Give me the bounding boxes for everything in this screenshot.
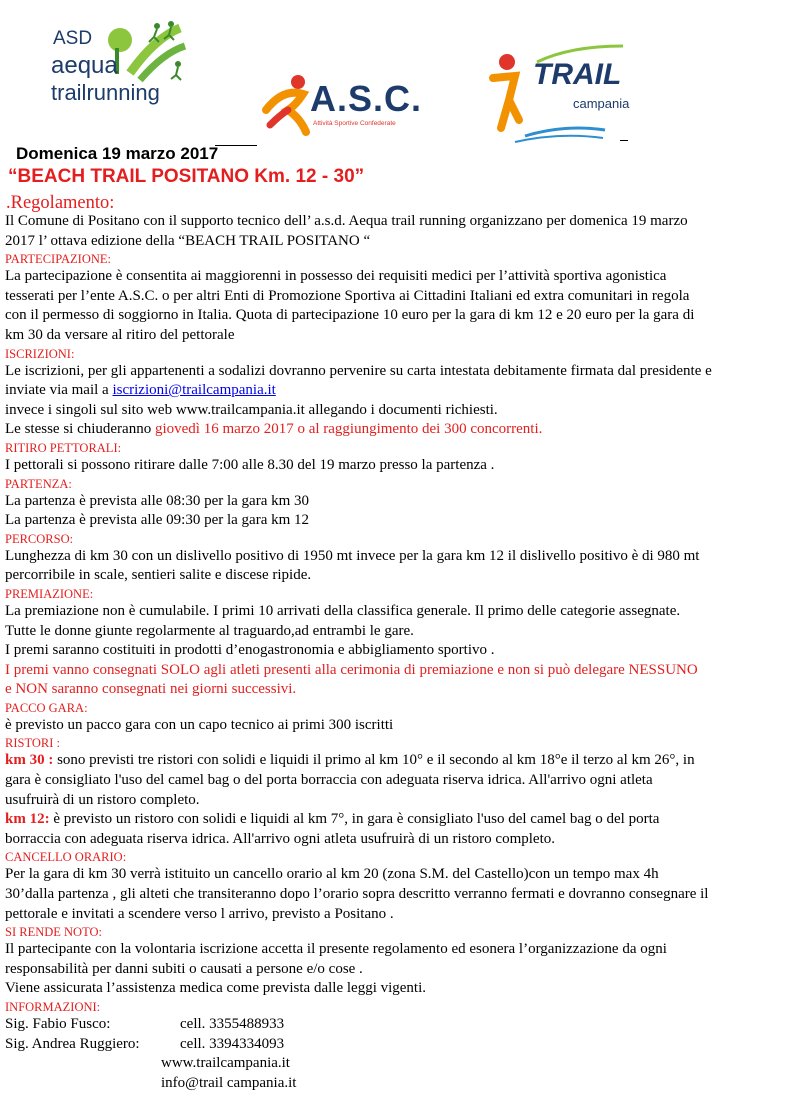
trail-logo-sub: campania: [573, 96, 630, 111]
section-heading-premiazione: PREMIAZIONE:: [5, 586, 94, 601]
contact-email-row: [5, 1074, 797, 1094]
runner-icon: [258, 70, 318, 140]
asc-logo: [258, 70, 423, 140]
partecipazione-line: La partecipazione è consentita ai maggiorenni in possesso dei requisiti medici per l’attività sportiva agonistica: [5, 268, 667, 285]
iscrizioni-mail-prefix: inviate via mail a: [5, 382, 113, 399]
contact-row: [5, 1035, 797, 1055]
ristori-km30-text: sono previsti tre ristori con solidi e liquidi il primo al km 10° e il secondo al km 18°e il terzo al km 26°, in: [53, 752, 695, 769]
contact-name: Sig. Andrea Ruggiero:: [5, 1035, 140, 1052]
asc-logo-subtitle: Attività Sportive Confederate: [313, 120, 396, 127]
premiazione-line: I premi saranno costituiti in prodotti d’enogastronomia e abbigliamento sportivo .: [5, 642, 495, 659]
asd-logo-line2: aequa: [51, 52, 118, 79]
contact-email[interactable]: info@trail campania.it: [161, 1074, 297, 1091]
ristori-km30-line: [5, 751, 797, 771]
iscrizioni-deadline-line: [5, 420, 797, 440]
partecipazione-line: tesserati per l’ente A.S.C. o per altri Enti di Promozione Sportiva ai Cittadini Italiani ed extra comunitari in regola: [5, 287, 690, 304]
section-heading-iscrizioni: ISCRIZIONI:: [5, 346, 75, 361]
section-heading-ristori: RISTORI :: [5, 736, 60, 751]
contact-website[interactable]: www.trailcampania.it: [161, 1055, 290, 1072]
deadline-date: giovedì 16 marzo 2017 o al raggiungimento dei 300 concorrenti.: [154, 421, 543, 438]
partenza-line: La partenza è prevista alle 08:30 per la gara km 30: [5, 492, 310, 509]
intro-line: 2017 l’ ottava edizione della “BEACH TRAIL POSITANO “: [5, 232, 371, 249]
section-heading-partecipazione: PARTECIPAZIONE:: [5, 252, 111, 267]
section-heading-si-rende-noto: SI RENDE NOTO:: [5, 925, 102, 940]
asd-aequa-trailrunning-logo: [45, 18, 195, 113]
ristori-km30-line: usufruirà di un ristoro completo.: [5, 791, 200, 808]
contact-phone: cell. 3355488933: [180, 1016, 285, 1032]
ristori-km12-line: borraccia con adeguata riserva idrica. All'arrivo ogni atleta usufruirà di un ristoro completo.: [5, 830, 555, 847]
noto-line: Viene assicurata l’assistenza medica come prevista dalle leggi vigenti.: [5, 980, 427, 997]
noto-line: Il partecipante con la volontaria iscrizione accetta il presente regolamento ed esonera l’organizzazione da ogni: [5, 941, 667, 958]
asd-logo-line1: ASD: [53, 28, 93, 49]
trail-logo-name: TRAIL: [533, 58, 622, 91]
partenza-line: La partenza è prevista alle 09:30 per la gara km 12: [5, 512, 310, 529]
section-heading-partenza: PARTENZA:: [5, 476, 72, 491]
event-date: Domenica 19 marzo 2017: [16, 144, 219, 163]
premiazione-line: Tutte le donne giunte regolarmente al traguardo,ad entrambi le gare.: [5, 622, 414, 639]
cancello-line: 30’dalla partenza , gli alteti che transiteranno dopo l’orario sopra descritto verranno fermati e dovranno consegnare il: [5, 886, 709, 903]
contact-name: Sig. Fabio Fusco:: [5, 1016, 111, 1032]
iscrizioni-mail-line: [5, 381, 797, 401]
event-title: “BEACH TRAIL POSITANO Km. 12 - 30”: [8, 166, 365, 187]
contact-phone: cell. 3394334093: [180, 1035, 285, 1052]
cancello-line: Per la gara di km 30 verrà istituito un cancello orario al km 20 (zona S.M. del Castello)con un tempo max 4h: [5, 866, 659, 883]
cancello-line: pettorale e invitati a scendere verso l arrivo, previsto a Positano .: [5, 905, 394, 922]
percorso-line: percorribile in scale, sentieri salite e discese ripide.: [5, 567, 312, 584]
trail-runner-icon: [485, 40, 635, 150]
premiazione-line: La premiazione non è cumulabile. I primi 10 arrivati della classifica generale. Il primo delle categorie assegnate.: [5, 602, 681, 619]
iscrizioni-line: Le iscrizioni, per gli appartenenti a sodalizi dovranno pervenire su carta intestata debitamente firmata dal presidente e: [5, 362, 712, 379]
percorso-line: Lunghezza di km 30 con un dislivello positivo di 1950 mt invece per la gara km 12 il dislivello positivo è di 980 mt: [5, 547, 700, 564]
section-heading-informazioni: INFORMAZIONI:: [5, 1000, 101, 1014]
ristori-km30-line: gara è consigliato l'uso del camel bag o del porta borraccia con adeguata riserva idrica. All'arrivo ogni atleta: [5, 772, 653, 789]
noto-line: responsabilità per danni subiti o causati a persone e/o cose .: [5, 960, 363, 977]
asd-logo-line3: trailrunning: [51, 80, 160, 105]
contact-row: [5, 1015, 797, 1035]
section-heading-ritiro: RITIRO PETTORALI:: [5, 440, 122, 455]
regulation-body: [5, 212, 797, 1093]
intro-line: Il Comune di Positano con il supporto tecnico dell’ a.s.d. Aequa trail running organizzano per domenica 19 marzo: [5, 213, 688, 229]
ritiro-line: I pettorali si possono ritirare dalle 7:00 alle 8.30 del 19 marzo presso la partenza .: [5, 456, 495, 473]
ristori-km12-label: km 12:: [5, 811, 50, 828]
ristori-km30-label: km 30 :: [5, 752, 54, 769]
partecipazione-line: con il permesso di soggiorno in Italia. Quota di partecipazione 10 euro per la gara di km 12 e 20 euro per la gara di: [5, 307, 695, 324]
section-heading-pacco-gara: PACCO GARA:: [5, 700, 88, 715]
ristori-km12-text: è previsto un ristoro con solidi e liquidi al km 7°, in gara è consigliato l'uso del camel bag o del porta: [49, 811, 660, 828]
date-overline: [215, 145, 257, 146]
contact-web-row: [5, 1054, 797, 1074]
ristori-km12-line: [5, 810, 797, 830]
regolamento-heading: .Regolamento:: [6, 193, 115, 213]
trail-campania-logo: [485, 40, 635, 150]
premiazione-warning-line: e NON saranno consegnati nei giorni successivi.: [5, 681, 297, 698]
iscrizioni-email-link[interactable]: iscrizioni@trailcampania.it: [112, 382, 276, 399]
section-heading-cancello: CANCELLO ORARIO:: [5, 850, 127, 865]
asc-logo-name: A.S.C.: [310, 78, 423, 119]
iscrizioni-line: invece i singoli sul sito web www.trailcampania.it allegando i documenti richiesti.: [5, 401, 498, 418]
premiazione-warning-line: I premi vanno consegnati SOLO agli atleti presenti alla cerimonia di premiazione e non si può delegare NESSUNO: [5, 661, 698, 678]
pacco-gara-line: è previsto un pacco gara con un capo tecnico ai primi 300 iscritti: [5, 716, 394, 733]
partecipazione-line: km 30 da versare al ritiro del pettorale: [5, 326, 235, 343]
section-heading-percorso: PERCORSO:: [5, 531, 74, 546]
deadline-prefix: Le stesse si chiuderanno: [5, 421, 155, 438]
